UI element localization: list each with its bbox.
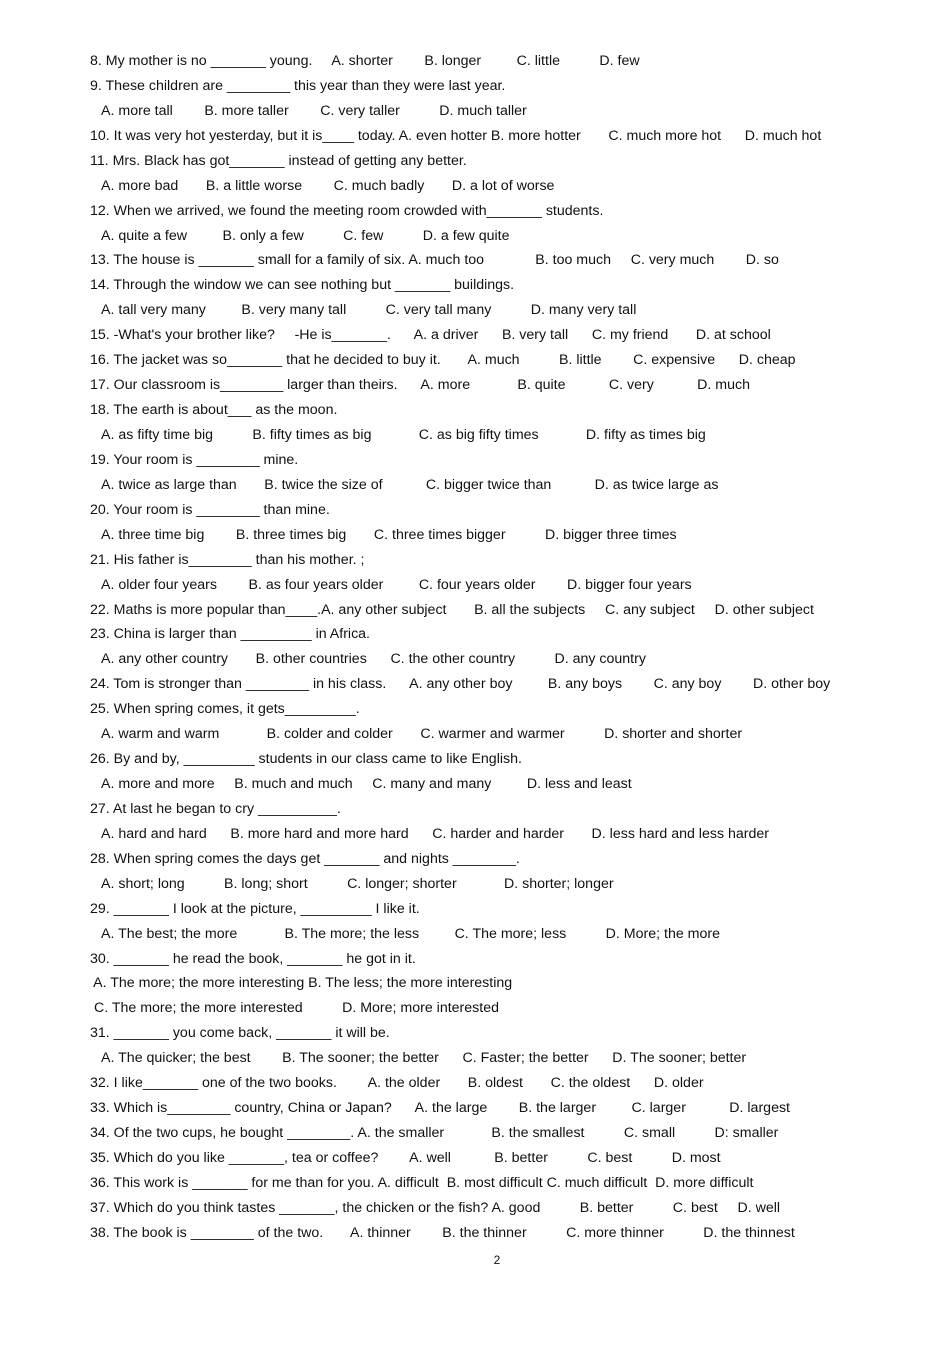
exercise-line: 37. Which do you think tastes _______, the chicken or the fish? A. good B. better C. best D. well [90, 1199, 781, 1216]
exercise-line: A. The more; the more interesting B. The less; the more interesting [90, 975, 513, 992]
exercise-line: A. three time big B. three times big C. three times bigger D. bigger three times [90, 526, 677, 543]
exercise-line: 16. The jacket was so_______ that he decided to buy it. A. much B. little C. expensive D. cheap [90, 352, 796, 369]
exercise-line: 14. Through the window we can see nothing but _______ buildings. [90, 277, 515, 294]
exercise-line: A. twice as large than B. twice the size of C. bigger twice than D. as twice large as [90, 476, 719, 493]
exercise-line: A. tall very many B. very many tall C. very tall many D. many very tall [90, 302, 637, 319]
exercise-line: 36. This work is _______ for me than for you. A. difficult B. most difficult C. much difficult D. more difficult [90, 1174, 754, 1191]
exercise-line: 15. -What's your brother like? -He is_______. A. a driver B. very tall C. my friend D. at school [90, 327, 771, 344]
exercise-line: 28. When spring comes the days get _______ and nights ________. [90, 850, 520, 867]
exercise-line: 9. These children are ________ this year than they were last year. [90, 77, 506, 94]
exercise-line: A. any other country B. other countries C. the other country D. any country [90, 651, 646, 668]
exercise-line: 26. By and by, _________ students in our class came to like English. [90, 751, 522, 767]
exercise-line: 32. I like_______ one of the two books. A. the older B. oldest C. the oldest D. older [90, 1075, 704, 1092]
exercise-line: A. more tall B. more taller C. very taller D. much taller [90, 102, 527, 119]
exercise-line: 29. _______ I look at the picture, _________ I like it. [90, 900, 420, 917]
exercise-line: A. warm and warm B. colder and colder C. warmer and warmer D. shorter and shorter [90, 726, 743, 743]
exercise-line: 34. Of the two cups, he bought ________. A. the smaller B. the smallest C. small D: smaller [90, 1125, 779, 1141]
exercise-line: 25. When spring comes, it gets_________. [90, 701, 360, 718]
exercise-line: A. The quicker; the best B. The sooner; the better C. Faster; the better D. The sooner; better [90, 1050, 747, 1067]
exercise-line: 20. Your room is ________ than mine. [90, 501, 330, 518]
exercise-line: A. short; long B. long; short C. longer; shorter D. shorter; longer [90, 875, 614, 892]
exercise-line: C. The more; the more interested D. More; more interested [90, 1000, 499, 1017]
page-number: 2 [493, 1253, 501, 1267]
exercise-line: 31. _______ you come back, _______ it will be. [90, 1025, 390, 1042]
exercise-line: A. hard and hard B. more hard and more hard C. harder and harder D. less hard and less harder [90, 825, 769, 842]
exercise-line: 21. His father is________ than his mother. ; [90, 551, 365, 568]
exercise-line: 33. Which is________ country, China or Japan? A. the large B. the larger C. larger D. largest [90, 1100, 790, 1117]
exercise-line: 23. China is larger than _________ in Africa. [90, 626, 370, 643]
exercise-line: 22. Maths is more popular than____.A. any other subject B. all the subjects C. any subject D. other subject [90, 601, 814, 618]
exercise-line: 8. My mother is no _______ young. A. shorter B. longer C. little D. few [90, 53, 640, 69]
exercise-line: A. as fifty time big B. fifty times as big C. as big fifty times D. fifty as times big [90, 426, 706, 443]
exercise-line: A. older four years B. as four years older C. four years older D. bigger four years [90, 576, 692, 593]
exercise-line: 38. The book is ________ of the two. A. thinner B. the thinner C. more thinner D. the thinnest [90, 1224, 795, 1241]
exercise-line: A. quite a few B. only a few C. few D. a few quite [90, 227, 510, 244]
exercise-line: 24. Tom is stronger than ________ in his class. A. any other boy B. any boys C. any boy D. other boy [90, 676, 831, 693]
exercise-line: 35. Which do you like _______, tea or coffee? A. well B. better C. best D. most [90, 1149, 721, 1166]
exercise-line: A. The best; the more B. The more; the less C. The more; less D. More; the more [90, 925, 721, 942]
exercise-line: 10. It was very hot yesterday, but it is____ today. A. even hotter B. more hotter C. much more hot D. much hot [90, 127, 822, 144]
exercise-line: 18. The earth is about___ as the moon. [90, 402, 338, 418]
exercise-line: 30. _______ he read the book, _______ he got in it. [90, 950, 416, 967]
exercise-line: 11. Mrs. Black has got_______ instead of getting any better. [90, 152, 467, 169]
exercise-line: 13. The house is _______ small for a family of six. A. much too B. too much C. very much D. so [90, 252, 779, 269]
exercise-line: 12. When we arrived, we found the meeting room crowded with_______ students. [90, 202, 604, 219]
exercise-line: A. more bad B. a little worse C. much badly D. a lot of worse [90, 177, 555, 194]
exercise-line: 19. Your room is ________ mine. [90, 451, 299, 468]
exercise-line: A. more and more B. much and much C. many and many D. less and least [90, 776, 632, 792]
exercise-line: 27. At last he began to cry __________. [90, 800, 341, 817]
exercise-line: 17. Our classroom is________ larger than theirs. A. more B. quite C. very D. much [90, 377, 750, 394]
